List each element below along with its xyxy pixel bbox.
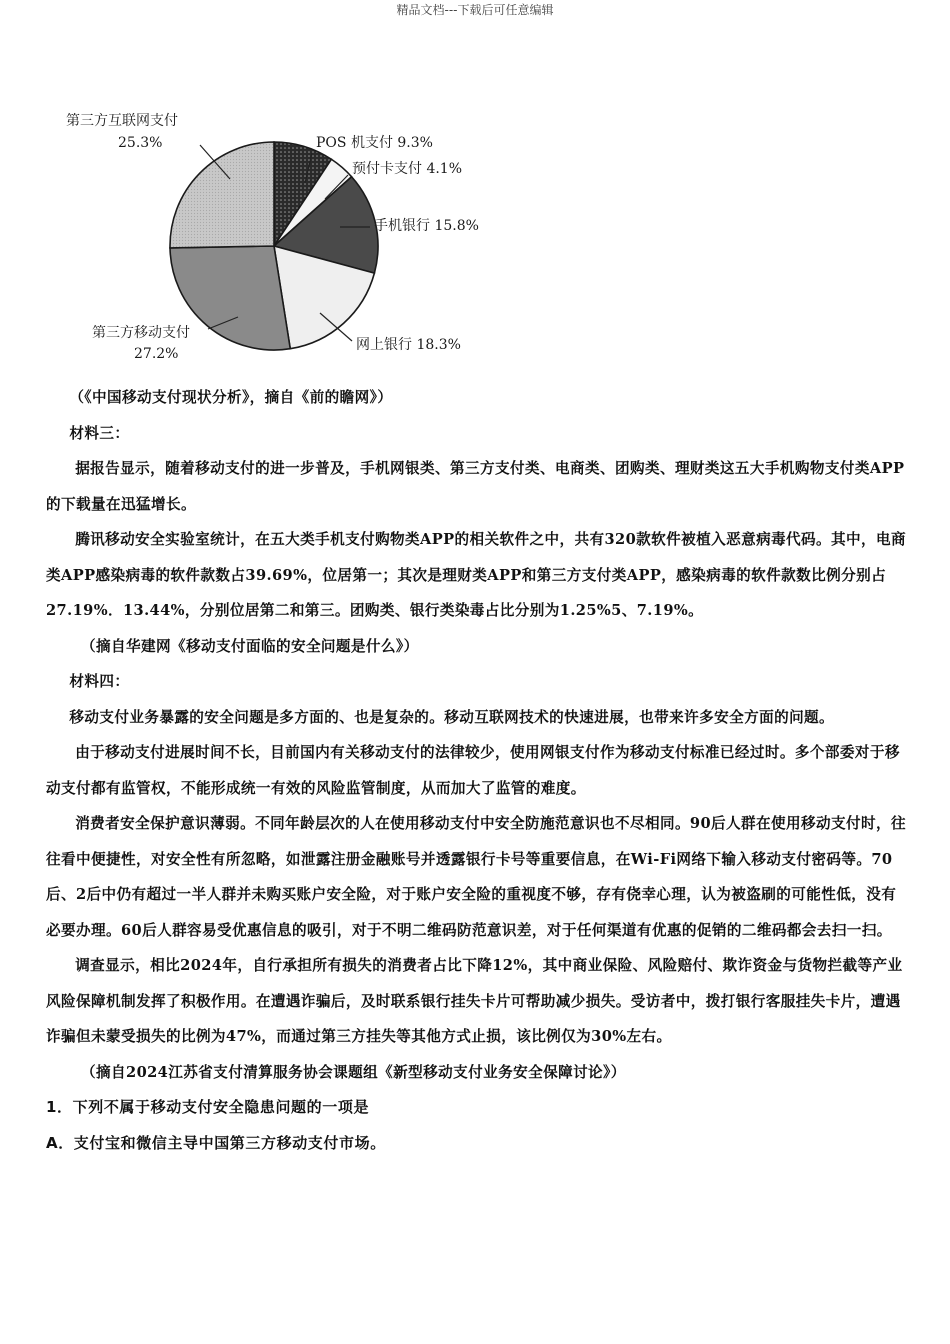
- material-3-paragraph-2: 腾讯移动安全实验室统计，在五大类手机支付购物类APP的相关软件之中，共有320款软件被植入恶意病毒代码。其中，电商类APP感染病毒的软件款数占39.69%，位居第一；其次是理财类APP和第三方支付类APP，感染病毒的软件款数比例分别占27.19%．13.44%，分别位居第二和第三。团购类、银行类染毒占比分别为1.25%5、7.19%。: [46, 531, 907, 619]
- source-note-3: （摘自2024江苏省支付清算服务协会课题组《新型移动支付业务安全保障讨论》）: [81, 1063, 626, 1081]
- material-4-paragraph-1: 移动支付业务暴露的安全问题是多方面的、也是复杂的。移动互联网技术的快速进展，也带来许多安全方面的问题。: [69, 708, 835, 726]
- slice-label-3: 网上银行 18.3%: [356, 337, 461, 353]
- material-4-title: 材料四：: [69, 673, 130, 690]
- source-note-1: （《中国移动支付现状分析》，摘自《前的瞻网》）: [69, 389, 393, 406]
- page-header: 精品文档---下载后可任意编辑: [396, 3, 554, 17]
- material-3-title: 材料三：: [69, 424, 130, 442]
- material-4-paragraph-4: 调查显示，相比2024年，自行承担所有损失的消费者占比下降12%，其中商业保险、风险赔付、欺诈资金与货物拦截等产业风险保障机制发挥了积极作用。在遭遇诈骗后，及时联系银行挂失卡片可帮助减少损失。受访者中，拨打银行客服挂失卡片，遭遇诈骗但未蒙受损失的比例为47%，而通过第三方挂失等其他方式止损，该比例仅为30%左右。: [46, 957, 903, 1045]
- material-4-paragraph-2: 由于移动支付进展时间不长，目前国内有关移动支付的法律较少，使用网银支付作为移动支付标准已经过时。多个部委对于移动支付都有监管权，不能形成统一有效的风险监管制度，从而加大了监管的难度。: [46, 744, 900, 797]
- slice-label-1: 预付卡支付 4.1%: [352, 161, 463, 177]
- source-note-2: （摘自华建网《移动支付面临的安全问题是什么》）: [81, 637, 419, 655]
- slice-label-2: 手机银行 15.8%: [374, 218, 479, 234]
- article-body: [46, 380, 908, 1161]
- pie-slice-5: [170, 142, 274, 248]
- question-1-option-a: A．支付宝和微信主导中国第三方移动支付市场。: [46, 1133, 386, 1152]
- slice-label-0: POS 机支付 9.3%: [316, 135, 433, 151]
- slice-label-4-0: 第三方移动支付: [92, 325, 190, 341]
- slice-label-5-1: 25.3%: [118, 135, 163, 151]
- slice-label-4-1: 27.2%: [134, 346, 179, 362]
- question-1: 1．下列不属于移动支付安全隐患问题的一项是: [46, 1098, 370, 1116]
- slice-label-5-0: 第三方互联网支付: [66, 113, 178, 129]
- material-4-paragraph-3: 消费者安全保护意识薄弱。不同年龄层次的人在使用移动支付中安全防施范意识也不尽相同。90后人群在使用移动支付时，往往看中便捷性，对安全性有所忽略，如泄露注册金融账号并透露银行卡号等重要信息，在Wi-Fi网络下输入移动支付密码等。70后、2后中仍有超过一半人群并未购买账户安全险，对于账户安全险的重视度不够，存有侥幸心理，认为被盗刷的可能性低，没有必要办理。60后人群容易受优惠信息的吸引，对于不明二维码防范意识差，对于任何渠道有优惠的促销的二维码都会去扫一扫。: [46, 815, 906, 939]
- material-3-paragraph-1: 据报告显示，随着移动支付的进一步普及，手机网银类、第三方支付类、电商类、团购类、理财类这五大手机购物支付类APP的下载量在迅猛增长。: [46, 460, 905, 513]
- payment-share-pie-chart: [40, 95, 520, 385]
